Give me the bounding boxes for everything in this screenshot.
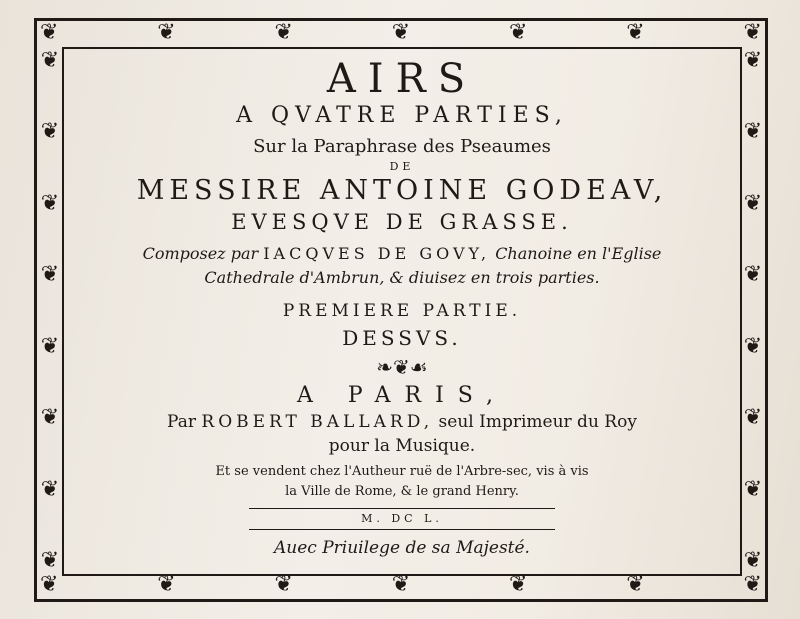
top-ornament-band xyxy=(40,22,762,44)
composer-line-end: Chanoine en l'Eglise xyxy=(495,244,662,263)
subtitle: A QVATRE PARTIES, xyxy=(236,103,568,128)
fleuron-icon: ❦ xyxy=(743,48,763,73)
paraphrase-line: Sur la Paraphrase des Pseaumes xyxy=(253,136,551,157)
fleuron-icon: ❦ xyxy=(743,190,763,216)
fleuron-icon: ❦ xyxy=(40,190,60,216)
printer-line xyxy=(64,410,740,434)
fleuron-icon: ❦ xyxy=(743,572,762,597)
composer-line xyxy=(64,242,740,266)
fleuron-icon: ❦ xyxy=(274,20,293,45)
fleuron-icon: ❦ xyxy=(509,20,528,45)
fleuron-icon: ❦ xyxy=(743,476,763,502)
fleuron-icon: ❦ xyxy=(743,119,763,145)
composer-name: IACQVES DE GOVY, xyxy=(263,244,491,263)
fleuron-icon: ❦ xyxy=(40,48,60,73)
privilege-line: Auec Priuilege de sa Majesté. xyxy=(274,538,530,558)
fleuron-icon: ❦ xyxy=(40,20,59,45)
center-fleuron-icon: ❧❦☙ xyxy=(376,355,428,379)
printer-line-end: seul Imprimeur du Roy xyxy=(438,412,637,432)
fleuron-icon: ❦ xyxy=(40,547,60,573)
divider-rule xyxy=(249,508,555,509)
sale-line-1: Et se vendent chez l'Autheur ruë de l'Arbre-sec, vis à vis xyxy=(215,464,589,479)
fleuron-icon: ❦ xyxy=(391,20,411,45)
title-page-text xyxy=(64,52,740,562)
city-line: A PARIS, xyxy=(296,383,508,408)
left-ornament-band xyxy=(38,50,62,572)
right-ornament-band xyxy=(741,50,765,572)
fleuron-icon: ❦ xyxy=(743,20,762,45)
composer-line-start: Composez par xyxy=(142,244,259,263)
printer-line-2: pour la Musique. xyxy=(328,436,476,456)
part-line: PREMIERE PARTIE. xyxy=(282,301,522,321)
fleuron-icon: ❦ xyxy=(40,262,60,288)
fleuron-icon: ❦ xyxy=(157,20,176,45)
fleuron-icon: ❦ xyxy=(626,20,645,45)
voice-line: DESSVS. xyxy=(342,326,462,350)
fleuron-icon: ❦ xyxy=(743,262,763,288)
fleuron-icon: ❦ xyxy=(40,405,60,431)
printer-name: ROBERT BALLARD, xyxy=(201,412,434,432)
fleuron-icon: ❦ xyxy=(274,572,293,597)
fleuron-icon: ❦ xyxy=(509,572,528,597)
fleuron-icon: ❦ xyxy=(626,572,645,597)
main-title: AIRS xyxy=(326,56,478,102)
fleuron-icon: ❦ xyxy=(40,333,60,359)
fleuron-icon: ❦ xyxy=(743,333,763,359)
fleuron-icon: ❦ xyxy=(743,547,763,573)
printer-line-start: Par xyxy=(167,412,196,432)
fleuron-icon: ❦ xyxy=(40,119,60,145)
fleuron-icon: ❦ xyxy=(40,572,59,597)
fleuron-icon: ❦ xyxy=(40,476,60,502)
sale-line-2: la Ville de Rome, & le grand Henry. xyxy=(285,484,519,499)
fleuron-icon: ❦ xyxy=(743,405,763,431)
composer-line-2: Cathedrale d'Ambrun, & diuisez en trois parties. xyxy=(204,268,600,287)
year-line: M. DC L. xyxy=(361,512,443,525)
author-office: EVESQVE DE GRASSE. xyxy=(231,210,573,234)
author-name: MESSIRE ANTOINE GODEAV, xyxy=(136,175,668,206)
de-line: DE xyxy=(389,160,415,173)
fleuron-icon: ❦ xyxy=(391,572,411,597)
bottom-ornament-band xyxy=(40,574,762,596)
divider-rule xyxy=(249,529,555,530)
fleuron-icon: ❦ xyxy=(157,572,176,597)
